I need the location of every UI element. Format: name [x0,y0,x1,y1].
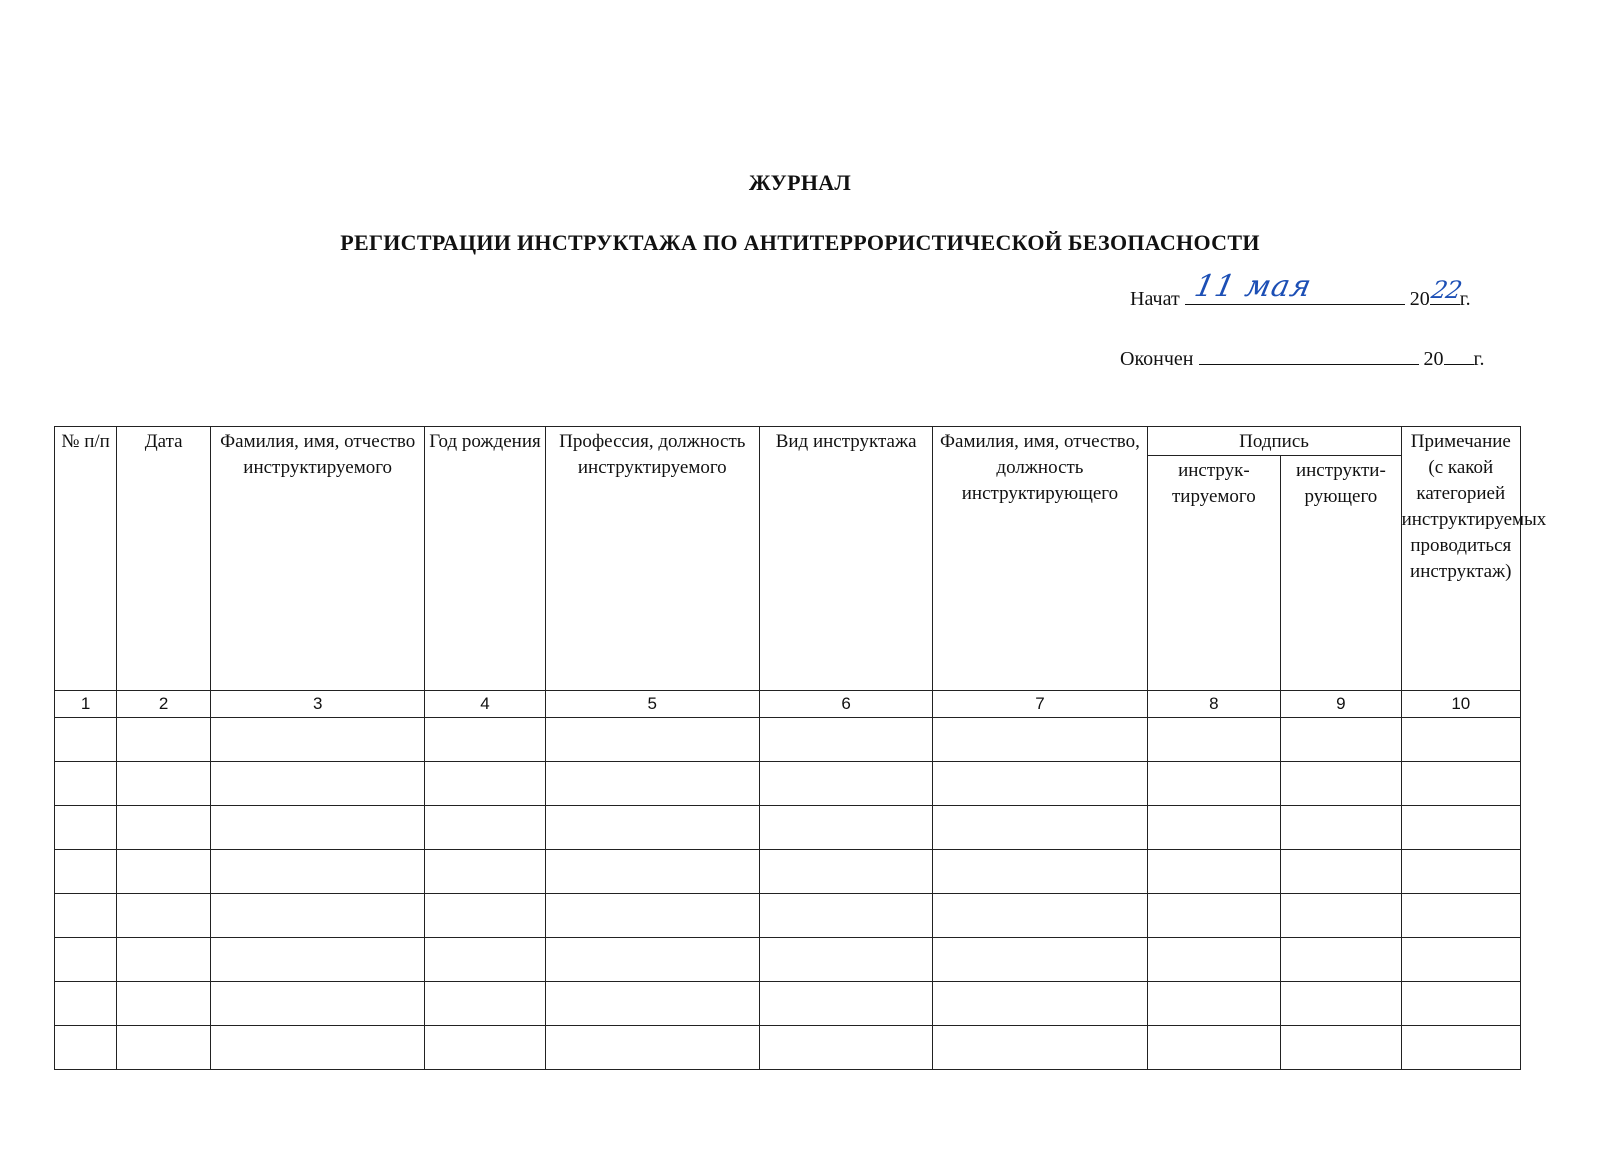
column-number: 5 [545,691,759,718]
table-cell[interactable] [933,982,1147,1026]
header-briefing-type: Вид инструктажа [759,427,932,691]
table-cell[interactable] [1281,938,1401,982]
table-cell[interactable] [425,762,545,806]
ended-suffix: г. [1473,348,1485,370]
table-cell[interactable] [759,1026,932,1070]
table-cell[interactable] [211,894,425,938]
started-label: Начат [1130,288,1180,310]
table-cell[interactable] [211,938,425,982]
table-cell[interactable] [55,982,117,1026]
table-cell[interactable] [1147,806,1281,850]
handwritten-start-year: 22 [1428,276,1464,304]
column-number: 8 [1147,691,1281,718]
table-cell[interactable] [1401,894,1520,938]
table-cell[interactable] [425,850,545,894]
column-number-row [55,691,1521,718]
table-cell[interactable] [545,762,759,806]
table-row [55,1026,1521,1070]
table-cell[interactable] [933,938,1147,982]
table-cell[interactable] [933,894,1147,938]
table-cell[interactable] [1281,1026,1401,1070]
table-row [55,982,1521,1026]
table-cell[interactable] [117,894,211,938]
table-cell[interactable] [1401,982,1520,1026]
table-cell[interactable] [1147,1026,1281,1070]
table-row [55,850,1521,894]
column-number: 7 [933,691,1147,718]
column-number: 3 [211,691,425,718]
table-cell[interactable] [933,850,1147,894]
table-cell[interactable] [1147,982,1281,1026]
table-cell[interactable] [55,1026,117,1070]
table-cell[interactable] [545,806,759,850]
header-instructor-signature: инструкти-рующего [1281,456,1401,691]
table-cell[interactable] [425,938,545,982]
table-cell[interactable] [117,938,211,982]
ended-line [1120,344,1484,371]
table-cell[interactable] [545,718,759,762]
table-cell[interactable] [425,894,545,938]
table-cell[interactable] [759,938,932,982]
table-cell[interactable] [759,894,932,938]
table-cell[interactable] [117,718,211,762]
handwritten-start-date: 11 мая [1191,269,1315,304]
header-trainee-name: Фамилия, имя, отчество инструктируемого [211,427,425,691]
header-date: Дата [117,427,211,691]
table-cell[interactable] [933,762,1147,806]
table-cell[interactable] [933,806,1147,850]
header-row-number: № п/п [55,427,117,691]
table-cell[interactable] [1401,762,1520,806]
table-row [55,762,1521,806]
column-number: 1 [55,691,117,718]
table-cell[interactable] [1401,806,1520,850]
table-cell[interactable] [425,718,545,762]
table-cell[interactable] [1281,850,1401,894]
column-number: 10 [1401,691,1520,718]
table-cell[interactable] [117,1026,211,1070]
table-cell[interactable] [1281,982,1401,1026]
table-cell[interactable] [1401,718,1520,762]
column-number: 9 [1281,691,1401,718]
table-row [55,718,1521,762]
table-cell[interactable] [545,982,759,1026]
table-cell[interactable] [211,806,425,850]
journal-subtitle: РЕГИСТРАЦИИ ИНСТРУКТАЖА ПО АНТИТЕРРОРИСТИЧЕСКОЙ БЕЗОПАСНОСТИ [340,230,1260,255]
journal-title: ЖУРНАЛ [748,170,852,195]
header-note: Примечание (с какой категорией инструктируемых проводиться инструктаж) [1401,427,1520,691]
header-instructor: Фамилия, имя, отчество, должность инструктирующего [933,427,1147,691]
table-cell[interactable] [1281,806,1401,850]
ended-label: Окончен [1120,348,1194,370]
table-cell[interactable] [211,850,425,894]
table-cell[interactable] [55,806,117,850]
table-cell[interactable] [1401,1026,1520,1070]
table-cell[interactable] [55,850,117,894]
table-cell[interactable] [1147,762,1281,806]
table-row [55,806,1521,850]
started-year-prefix: 20 [1409,288,1430,310]
table-cell[interactable] [425,806,545,850]
table-cell[interactable] [55,894,117,938]
table-cell[interactable] [55,718,117,762]
started-date-field[interactable] [1185,269,1405,305]
table-cell[interactable] [933,1026,1147,1070]
table-cell[interactable] [545,938,759,982]
started-year-field[interactable] [1428,276,1464,305]
journal-body [55,691,1521,1070]
table-cell[interactable] [1147,938,1281,982]
table-row [55,894,1521,938]
table-cell[interactable] [759,850,932,894]
table-cell[interactable] [117,806,211,850]
table-cell[interactable] [759,762,932,806]
table-cell[interactable] [545,894,759,938]
table-cell[interactable] [1401,938,1520,982]
table-cell[interactable] [211,762,425,806]
table-cell[interactable] [425,1026,545,1070]
header-signature-group: Подпись [1147,427,1401,456]
table-cell[interactable] [759,718,932,762]
table-cell[interactable] [1401,850,1520,894]
table-cell[interactable] [759,806,932,850]
column-number: 6 [759,691,932,718]
table-cell[interactable] [117,850,211,894]
table-cell[interactable] [211,1026,425,1070]
column-number: 2 [117,691,211,718]
column-number: 4 [425,691,545,718]
table-cell[interactable] [1147,850,1281,894]
started-suffix: г. [1459,288,1471,310]
table-cell[interactable] [425,982,545,1026]
ended-year-prefix: 20 [1423,348,1444,370]
table-cell[interactable] [1281,718,1401,762]
table-cell[interactable] [1147,718,1281,762]
ended-date-field[interactable] [1199,344,1419,365]
header-birth-year: Год рождения [425,427,545,691]
table-cell[interactable] [1281,894,1401,938]
journal-table [54,426,1547,1070]
table-cell[interactable] [117,762,211,806]
table-cell[interactable] [55,762,117,806]
table-row [55,938,1521,982]
started-line [1130,269,1471,311]
table-cell[interactable] [759,982,932,1026]
table-cell[interactable] [545,850,759,894]
table-cell[interactable] [55,938,117,982]
table-cell[interactable] [1147,894,1281,938]
table-cell[interactable] [545,1026,759,1070]
table-cell[interactable] [211,982,425,1026]
header-trainee-signature: инструк-тируемого [1147,456,1281,691]
table-cell[interactable] [117,982,211,1026]
ended-year-field[interactable] [1444,344,1474,365]
header-trainee-position: Профессия, должность инструктируемого [545,427,759,691]
table-cell[interactable] [211,718,425,762]
table-cell[interactable] [933,718,1147,762]
table-cell[interactable] [1281,762,1401,806]
